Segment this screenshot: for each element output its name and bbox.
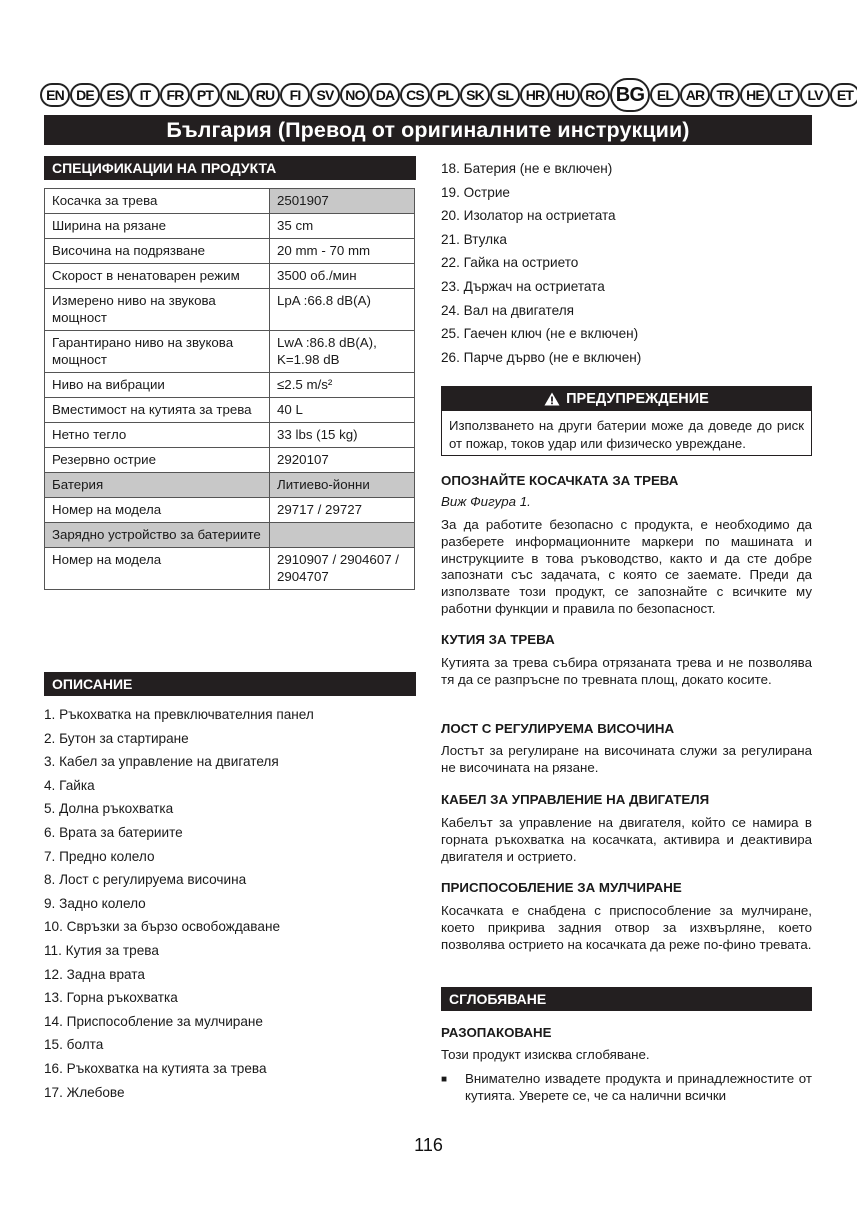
list-item: 6. Врата за батериите — [44, 824, 183, 840]
language-bg: BG — [610, 78, 650, 112]
spec-row — [45, 239, 415, 264]
unpack-text: Този продукт изисква сглобяване. — [441, 1047, 650, 1062]
list-item: 22. Гайка на острието — [441, 255, 579, 271]
language-lv: LV — [800, 83, 830, 107]
spec-label: Резервно острие — [45, 448, 270, 473]
know-figure-ref: Виж Фигура 1. — [441, 494, 531, 509]
spec-value: 33 lbs (15 kg) — [270, 423, 415, 448]
list-item: 4. Гайка — [44, 777, 95, 793]
spec-row — [45, 189, 415, 214]
spec-value: 2910907 / 2904607 / 2904707 — [270, 548, 415, 590]
list-item: 12. Задна врата — [44, 966, 145, 982]
spec-value: 29717 / 29727 — [270, 498, 415, 523]
language-ro: RO — [580, 83, 610, 107]
warning-text: Използването на други батерии може да доведе до риск от пожар, токов удар или физическо увреждане. — [449, 418, 804, 451]
spec-value: 20 mm - 70 mm — [270, 239, 415, 264]
spec-value: LwA :86.8 dB(A), K=1.98 dB — [270, 331, 415, 373]
list-item: 19. Острие — [441, 184, 510, 200]
spec-label: Ниво на вибрации — [45, 373, 270, 398]
spec-row — [45, 398, 415, 423]
spec-value: 2920107 — [270, 448, 415, 473]
parts-list-continued — [441, 160, 812, 372]
language-cs: CS — [400, 83, 430, 107]
list-item: 5. Долна ръкохватка — [44, 801, 174, 817]
language-sl: SL — [490, 83, 520, 107]
cable-heading: КАБЕЛ ЗА УПРАВЛЕНИЕ НА ДВИГАТЕЛЯ — [441, 792, 710, 807]
list-item: 20. Изолатор на остриетата — [441, 208, 616, 224]
list-item: 14. Приспособление за мулчиране — [44, 1013, 263, 1029]
spec-label: Нетно тегло — [45, 423, 270, 448]
language-de: DE — [70, 83, 100, 107]
spec-value: 40 L — [270, 398, 415, 423]
spec-label: Ширина на рязане — [45, 214, 270, 239]
list-item: 16. Ръкохватка на кутията за трева — [44, 1060, 267, 1076]
warning-header — [442, 387, 811, 411]
list-item: 18. Батерия (не е включен) — [441, 161, 613, 176]
grassbox-heading: КУТИЯ ЗА ТРЕВА — [441, 632, 555, 647]
language-et: ET — [830, 83, 857, 107]
list-item: 23. Държач на остриетата — [441, 278, 605, 294]
list-item: 26. Парче дърво (не е включен) — [441, 349, 642, 365]
language-da: DA — [370, 83, 400, 107]
spec-row — [45, 448, 415, 473]
list-item: 24. Вал на двигателя — [441, 302, 574, 318]
spec-label: Вместимост на кутията за трева — [45, 398, 270, 423]
cable-text: Кабелът за управление на двигателя, който се намира в горната ръкохватка на косачката, активира и деактивира двигателя и острието. — [441, 815, 812, 864]
list-item: 7. Предно колело — [44, 848, 155, 864]
lever-heading: ЛОСТ С РЕГУЛИРУЕМА ВИСОЧИНА — [441, 721, 675, 736]
spec-value: LpA :66.8 dB(A) — [270, 289, 415, 331]
spec-value: 2501907 — [270, 189, 415, 214]
spec-label: Скорост в ненатоварен режим — [45, 264, 270, 289]
language-fr: FR — [160, 83, 190, 107]
language-ar: AR — [680, 83, 710, 107]
spec-row — [45, 548, 415, 590]
specs-table — [44, 188, 415, 590]
unpack-heading: РАЗОПАКОВАНЕ — [441, 1025, 552, 1040]
know-heading: ОПОЗНАЙТЕ КОСАЧКАТА ЗА ТРЕВА — [441, 473, 679, 488]
description-heading: ОПИСАНИЕ — [44, 672, 416, 696]
assembly-heading: СГЛОБЯВАНЕ — [441, 987, 812, 1011]
warning-heading: ПРЕДУПРЕЖДЕНИЕ — [566, 391, 709, 407]
list-item: 10. Свръзки за бързо освобождаване — [44, 919, 281, 935]
lever-text: Лостът за регулиране на височината служи за регулирана не височината на рязане. — [441, 743, 812, 775]
language-sk: SK — [460, 83, 490, 107]
language-no: NO — [340, 83, 370, 107]
know-text: За да работите безопасно с продукта, е необходимо да разберете информационните маркери по машината и инструкциите в това ръководство, както и да сте добре запознати със задачата, с която се заемате. Преди да използвате този продукт, се запознайте с всичките му работни функции и правила по безопасност. — [441, 517, 812, 616]
language-pl: PL — [430, 83, 460, 107]
spec-row — [45, 498, 415, 523]
list-item: 21. Втулка — [441, 231, 507, 247]
language-fi: FI — [280, 83, 310, 107]
list-item: 2. Бутон за стартиране — [44, 730, 189, 746]
spec-row — [45, 331, 415, 373]
unpack-bullet — [441, 1071, 812, 1105]
spec-label: Зарядно устройство за батериите — [45, 523, 270, 548]
list-item: 13. Горна ръкохватка — [44, 990, 178, 1006]
language-en: EN — [40, 83, 70, 107]
spec-value — [270, 523, 415, 548]
spec-label: Батерия — [45, 473, 270, 498]
language-lt: LT — [770, 83, 800, 107]
spec-row — [45, 264, 415, 289]
language-hu: HU — [550, 83, 580, 107]
language-nl: NL — [220, 83, 250, 107]
specs-heading: СПЕЦИФИКАЦИИ НА ПРОДУКТА — [44, 156, 416, 180]
spec-row — [45, 289, 415, 331]
language-it: IT — [130, 83, 160, 107]
language-ru: RU — [250, 83, 280, 107]
list-item: 15. болта — [44, 1037, 104, 1053]
parts-list — [44, 706, 416, 1107]
language-selector — [40, 78, 854, 112]
language-sv: SV — [310, 83, 340, 107]
language-tr: TR — [710, 83, 740, 107]
spec-label: Косачка за трева — [45, 189, 270, 214]
list-item: 8. Лост с регулируема височина — [44, 872, 247, 888]
spec-label: Гарантирано ниво на звукова мощност — [45, 331, 270, 373]
spec-label: Височина на подрязване — [45, 239, 270, 264]
unpack-bullet-text: Внимателно извадете продукта и принадлежностите от кутията. Уверете се, че са налични всички — [465, 1071, 812, 1103]
page-number: 116 — [414, 1135, 443, 1155]
bullet-square-icon: ■ — [441, 1074, 448, 1085]
spec-row — [45, 473, 415, 498]
mulch-heading: ПРИСПОСОБЛЕНИЕ ЗА МУЛЧИРАНЕ — [441, 880, 682, 895]
spec-label: Номер на модела — [45, 498, 270, 523]
spec-row — [45, 523, 415, 548]
spec-row — [45, 423, 415, 448]
language-el: EL — [650, 83, 680, 107]
list-item: 3. Кабел за управление на двигателя — [44, 754, 279, 770]
list-item: 9. Задно колело — [44, 895, 146, 911]
list-item: 17. Жлебове — [44, 1084, 125, 1100]
mulch-text: Косачката е снабдена с приспособление за мулчиране, което прикрива задния отвор за изхвърляне, което позволява острието на косачката да реже по-фино тревата. — [441, 903, 812, 952]
spec-label: Измерено ниво на звукова мощност — [45, 289, 270, 331]
spec-value: ≤2.5 m/s² — [270, 373, 415, 398]
spec-value: Литиево-йонни — [270, 473, 415, 498]
list-item: 25. Гаечен ключ (не е включен) — [441, 326, 639, 342]
warning-box — [441, 386, 812, 456]
language-es: ES — [100, 83, 130, 107]
list-item: 11. Кутия за трева — [44, 942, 159, 958]
grassbox-text: Кутията за трева събира отрязаната трева и не позволява тя да се разпръсне по тревната площ, докато косите. — [441, 655, 812, 687]
language-he: HE — [740, 83, 770, 107]
spec-label: Номер на модела — [45, 548, 270, 590]
page-title: България (Превод от оригиналните инструкции) — [44, 115, 812, 145]
language-hr: HR — [520, 83, 550, 107]
spec-value: 35 cm — [270, 214, 415, 239]
spec-row — [45, 373, 415, 398]
warning-triangle-icon — [544, 392, 560, 406]
language-pt: PT — [190, 83, 220, 107]
spec-row — [45, 214, 415, 239]
spec-value: 3500 об./мин — [270, 264, 415, 289]
list-item: 1. Ръкохватка на превключвателния панел — [44, 707, 314, 722]
